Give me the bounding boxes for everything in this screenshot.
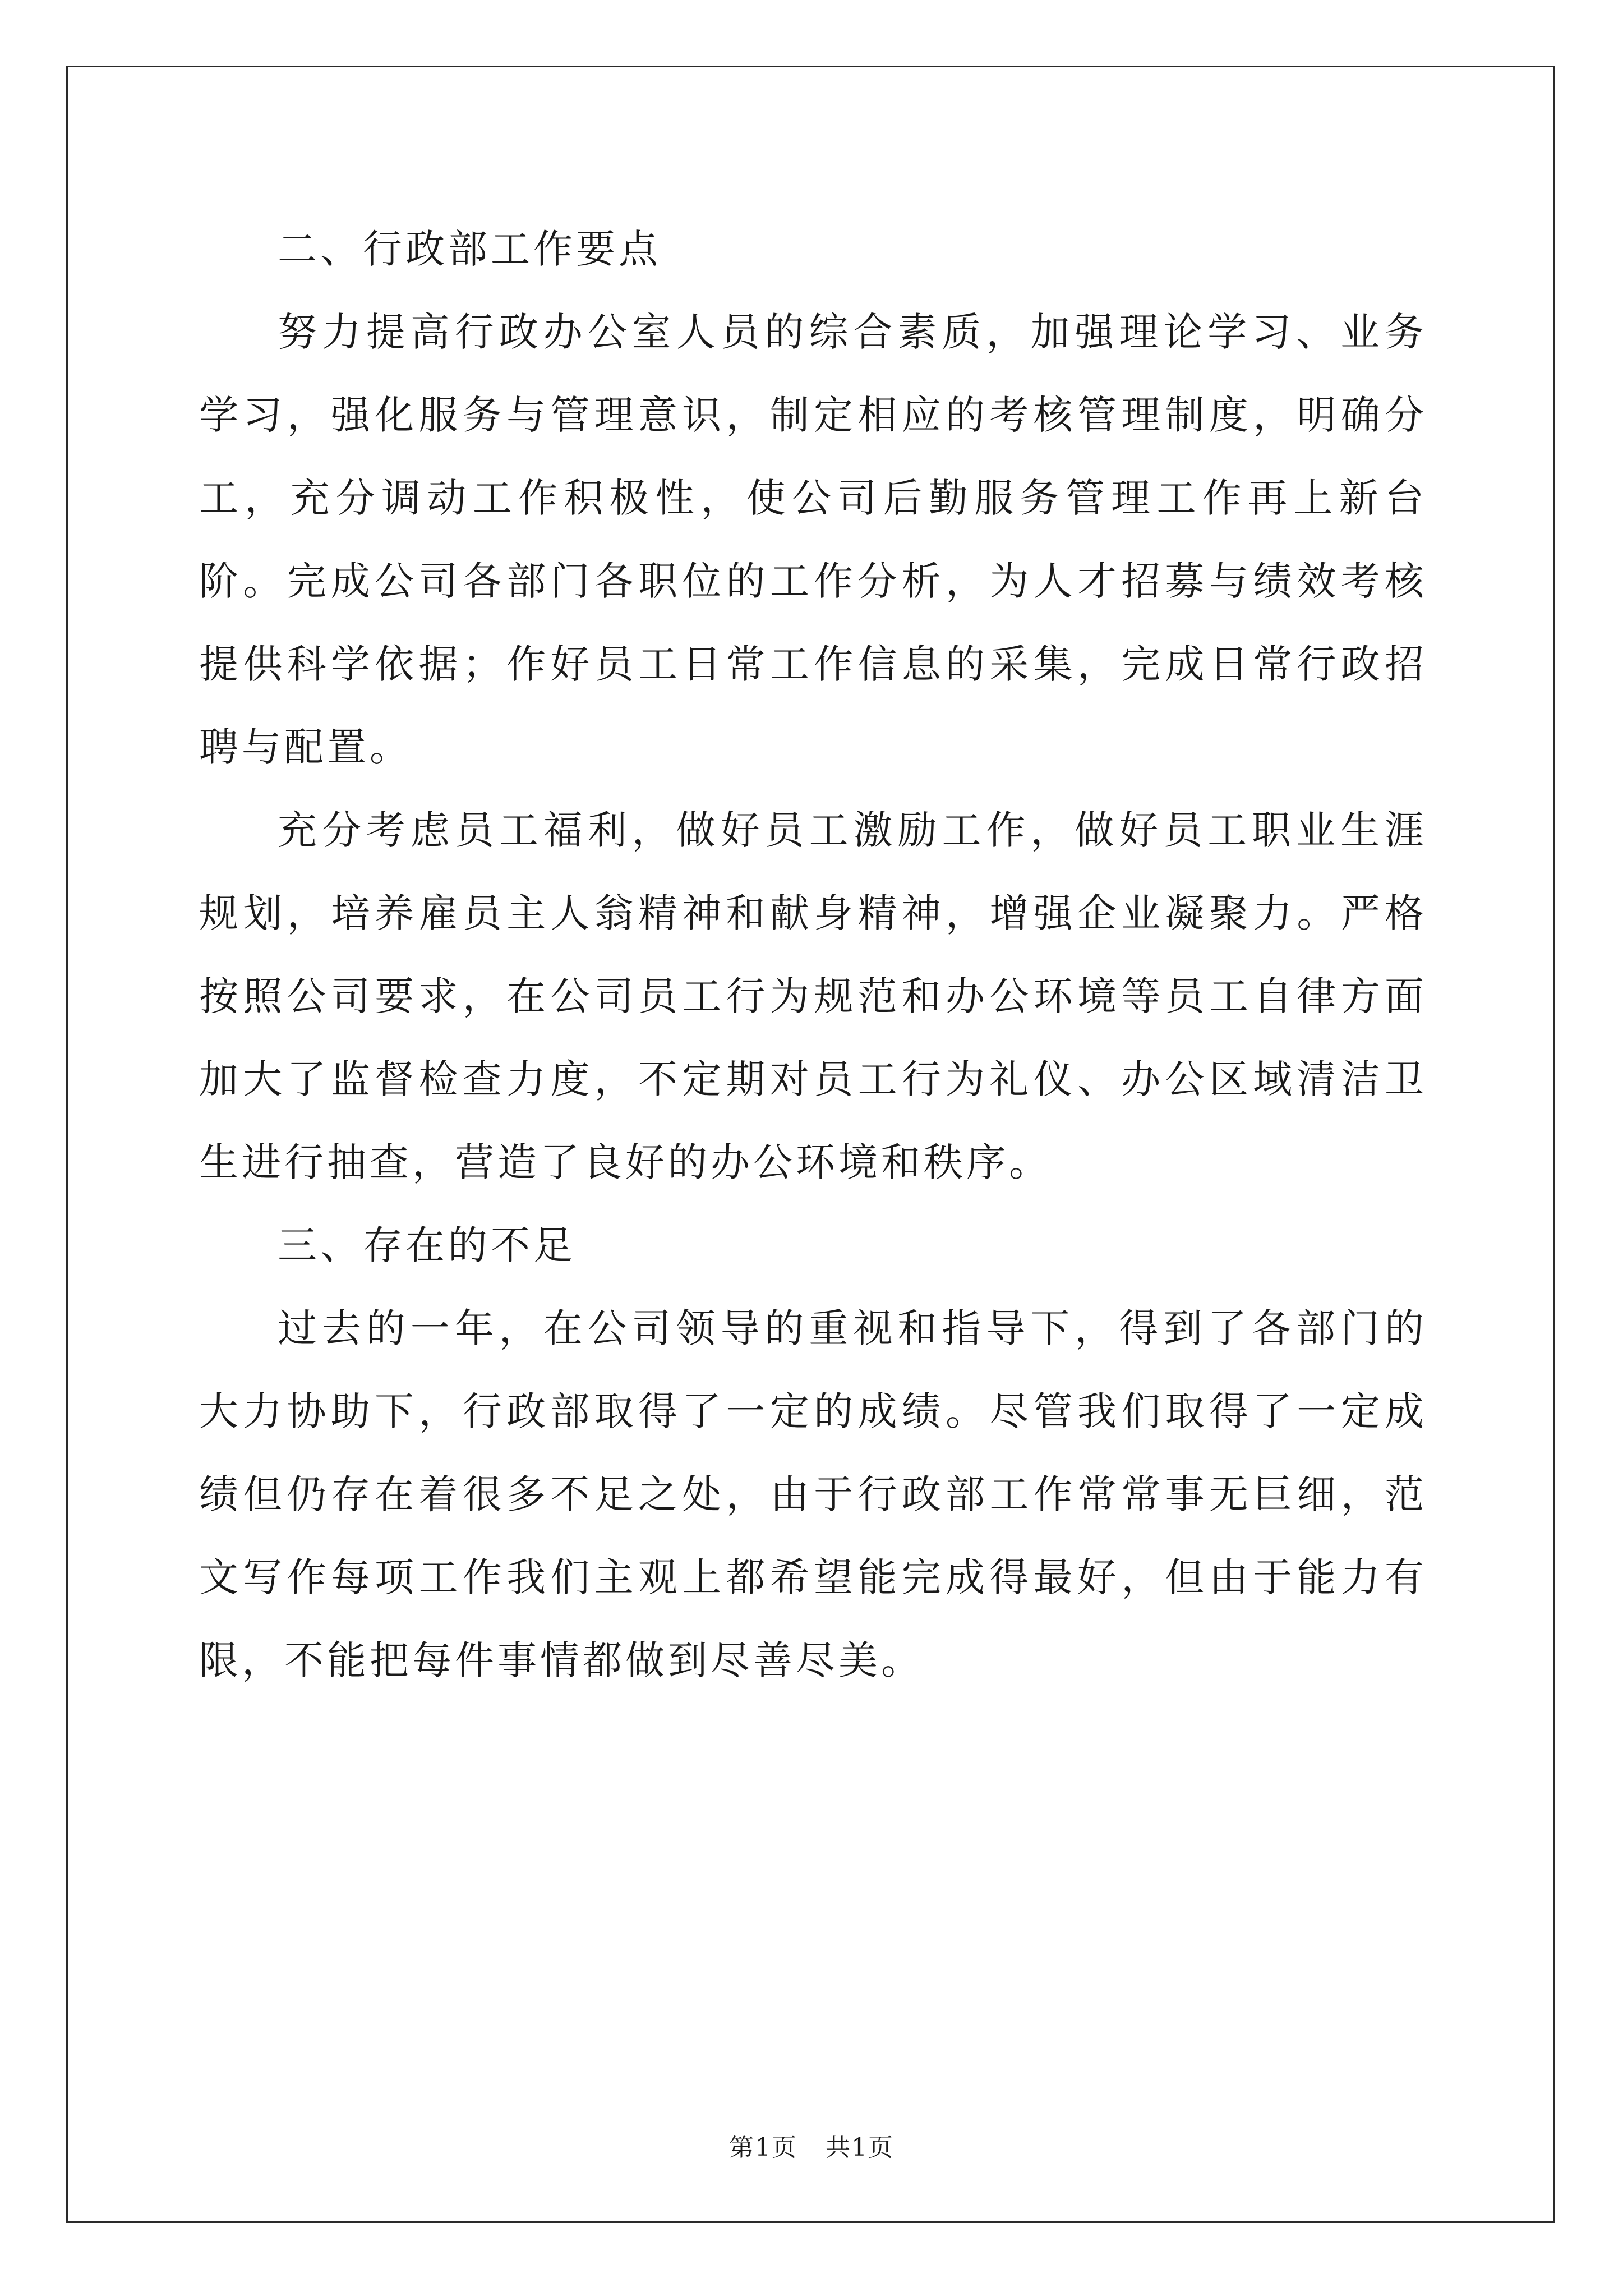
page-footer: [0, 2127, 1623, 2163]
page-number: 第1页: [729, 2133, 797, 2162]
paragraph: 充分考虑员工福利，做好员工激励工作，做好员工职业生涯规划，培养雇员主人翁精神和献身精神，增强企业凝聚力。严格按照公司要求，在公司员工行为规范和办公环境等员工自律方面加大了监督检查力度，不定期对员工行为礼仪、办公区域清洁卫生进行抽查，营造了良好的办公环境和秩序。: [199, 807, 1427, 1185]
section-heading: 二、行政部工作要点: [278, 226, 661, 272]
paragraph: 努力提高行政办公室人员的综合素质，加强理论学习、业务学习，强化服务与管理意识，制定相应的考核管理制度，明确分工，充分调动工作积极性，使公司后勤服务管理工作再上新台阶。完成公司各部门各职位的工作分析，为人才招募与绩效考核提供科学依据；作好员工日常工作信息的采集，完成日常行政招聘与配置。: [199, 309, 1427, 770]
section-heading: 三、存在的不足: [278, 1222, 576, 1268]
page-total: 共1页: [826, 2133, 894, 2162]
document-body: [199, 208, 1427, 1702]
paragraph: 过去的一年，在公司领导的重视和指导下，得到了各部门的大力协助下，行政部取得了一定的成绩。尽管我们取得了一定成绩但仍存在着很多不足之处，由于行政部工作常常事无巨细，范文写作每项工作我们主观上都希望能完成得最好，但由于能力有限，不能把每件事情都做到尽善尽美。: [199, 1305, 1427, 1683]
